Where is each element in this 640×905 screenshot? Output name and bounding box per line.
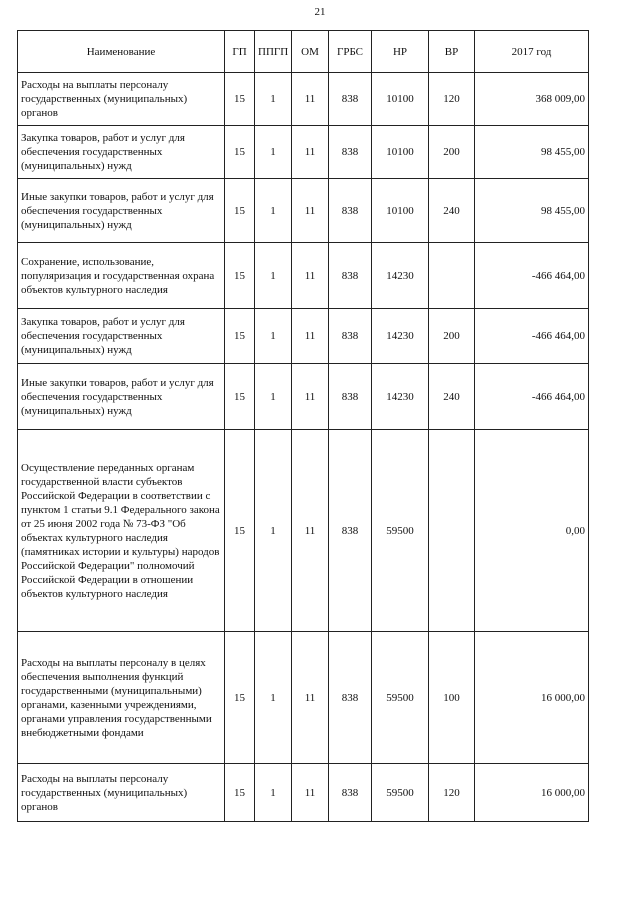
row-nr: 59500 <box>372 632 429 764</box>
header-grbs: ГРБС <box>329 31 372 73</box>
row-vr <box>429 430 475 632</box>
row-name: Осуществление переданных органам государственной власти субъектов Российской Федерации в соответствии с пунктом 1 статьи 9.1 Федерального закона от 25 июня 2002 года № 73-ФЗ "Об объектах культурного наследия (памятниках истории и культуры) народов Российской Федерации" полномочий Российской Федерации в отношении объектов культурного наследия <box>18 430 225 632</box>
row-ppgp: 1 <box>255 73 292 126</box>
table-row <box>18 364 589 430</box>
row-grbs: 838 <box>329 364 372 430</box>
row-grbs: 838 <box>329 430 372 632</box>
row-nr: 10100 <box>372 73 429 126</box>
row-amount: 16 000,00 <box>475 764 589 822</box>
header-ppgp: ППГП <box>255 31 292 73</box>
row-grbs: 838 <box>329 632 372 764</box>
row-gp: 15 <box>225 632 255 764</box>
row-gp: 15 <box>225 73 255 126</box>
header-name: Наименование <box>18 31 225 73</box>
row-gp: 15 <box>225 764 255 822</box>
row-name: Закупка товаров, работ и услуг для обеспечения государственных (муниципальных) нужд <box>18 309 225 364</box>
row-grbs: 838 <box>329 309 372 364</box>
row-ppgp: 1 <box>255 309 292 364</box>
row-om: 11 <box>292 430 329 632</box>
row-nr: 10100 <box>372 179 429 243</box>
table-row <box>18 430 589 632</box>
row-nr: 10100 <box>372 126 429 179</box>
row-grbs: 838 <box>329 179 372 243</box>
row-amount: 98 455,00 <box>475 126 589 179</box>
row-amount: 0,00 <box>475 430 589 632</box>
row-ppgp: 1 <box>255 764 292 822</box>
row-name: Сохранение, использование, популяризация и государственная охрана объектов культурного наследия <box>18 243 225 309</box>
row-vr: 100 <box>429 632 475 764</box>
header-nr: НР <box>372 31 429 73</box>
header-gp: ГП <box>225 31 255 73</box>
row-ppgp: 1 <box>255 126 292 179</box>
row-om: 11 <box>292 309 329 364</box>
row-name: Закупка товаров, работ и услуг для обеспечения государственных (муниципальных) нужд <box>18 126 225 179</box>
row-nr: 14230 <box>372 243 429 309</box>
table-row <box>18 243 589 309</box>
header-amount: 2017 год <box>475 31 589 73</box>
row-gp: 15 <box>225 430 255 632</box>
row-gp: 15 <box>225 126 255 179</box>
row-grbs: 838 <box>329 73 372 126</box>
row-grbs: 838 <box>329 126 372 179</box>
row-amount: -466 464,00 <box>475 309 589 364</box>
row-vr: 200 <box>429 309 475 364</box>
table-header-row <box>18 31 589 73</box>
table-row <box>18 73 589 126</box>
row-grbs: 838 <box>329 243 372 309</box>
table-row <box>18 632 589 764</box>
row-ppgp: 1 <box>255 364 292 430</box>
row-om: 11 <box>292 179 329 243</box>
row-om: 11 <box>292 73 329 126</box>
row-om: 11 <box>292 364 329 430</box>
row-ppgp: 1 <box>255 632 292 764</box>
row-amount: 368 009,00 <box>475 73 589 126</box>
row-gp: 15 <box>225 364 255 430</box>
row-amount: 16 000,00 <box>475 632 589 764</box>
row-nr: 59500 <box>372 764 429 822</box>
row-nr: 14230 <box>372 364 429 430</box>
row-vr <box>429 243 475 309</box>
table-row <box>18 179 589 243</box>
row-amount: 98 455,00 <box>475 179 589 243</box>
row-vr: 120 <box>429 764 475 822</box>
row-gp: 15 <box>225 179 255 243</box>
row-name: Расходы на выплаты персоналу государственных (муниципальных) органов <box>18 764 225 822</box>
row-vr: 120 <box>429 73 475 126</box>
row-name: Иные закупки товаров, работ и услуг для обеспечения государственных (муниципальных) нужд <box>18 179 225 243</box>
row-name: Расходы на выплаты персоналу в целях обеспечения выполнения функций государственными (муниципальными) органами, казенными учреждениями, органами управления государственными внебюджетными фондами <box>18 632 225 764</box>
row-ppgp: 1 <box>255 179 292 243</box>
row-vr: 200 <box>429 126 475 179</box>
row-amount: -466 464,00 <box>475 364 589 430</box>
row-name: Расходы на выплаты персоналу государственных (муниципальных) органов <box>18 73 225 126</box>
table-row <box>18 764 589 822</box>
row-om: 11 <box>292 632 329 764</box>
header-om: ОМ <box>292 31 329 73</box>
row-amount: -466 464,00 <box>475 243 589 309</box>
row-om: 11 <box>292 126 329 179</box>
row-vr: 240 <box>429 364 475 430</box>
budget-table <box>17 30 589 822</box>
row-nr: 59500 <box>372 430 429 632</box>
row-gp: 15 <box>225 243 255 309</box>
row-grbs: 838 <box>329 764 372 822</box>
row-gp: 15 <box>225 309 255 364</box>
header-vr: ВР <box>429 31 475 73</box>
table-row <box>18 309 589 364</box>
row-name: Иные закупки товаров, работ и услуг для обеспечения государственных (муниципальных) нужд <box>18 364 225 430</box>
row-vr: 240 <box>429 179 475 243</box>
page-number: 21 <box>314 6 326 18</box>
row-om: 11 <box>292 243 329 309</box>
row-ppgp: 1 <box>255 243 292 309</box>
row-om: 11 <box>292 764 329 822</box>
table-row <box>18 126 589 179</box>
row-nr: 14230 <box>372 309 429 364</box>
row-ppgp: 1 <box>255 430 292 632</box>
